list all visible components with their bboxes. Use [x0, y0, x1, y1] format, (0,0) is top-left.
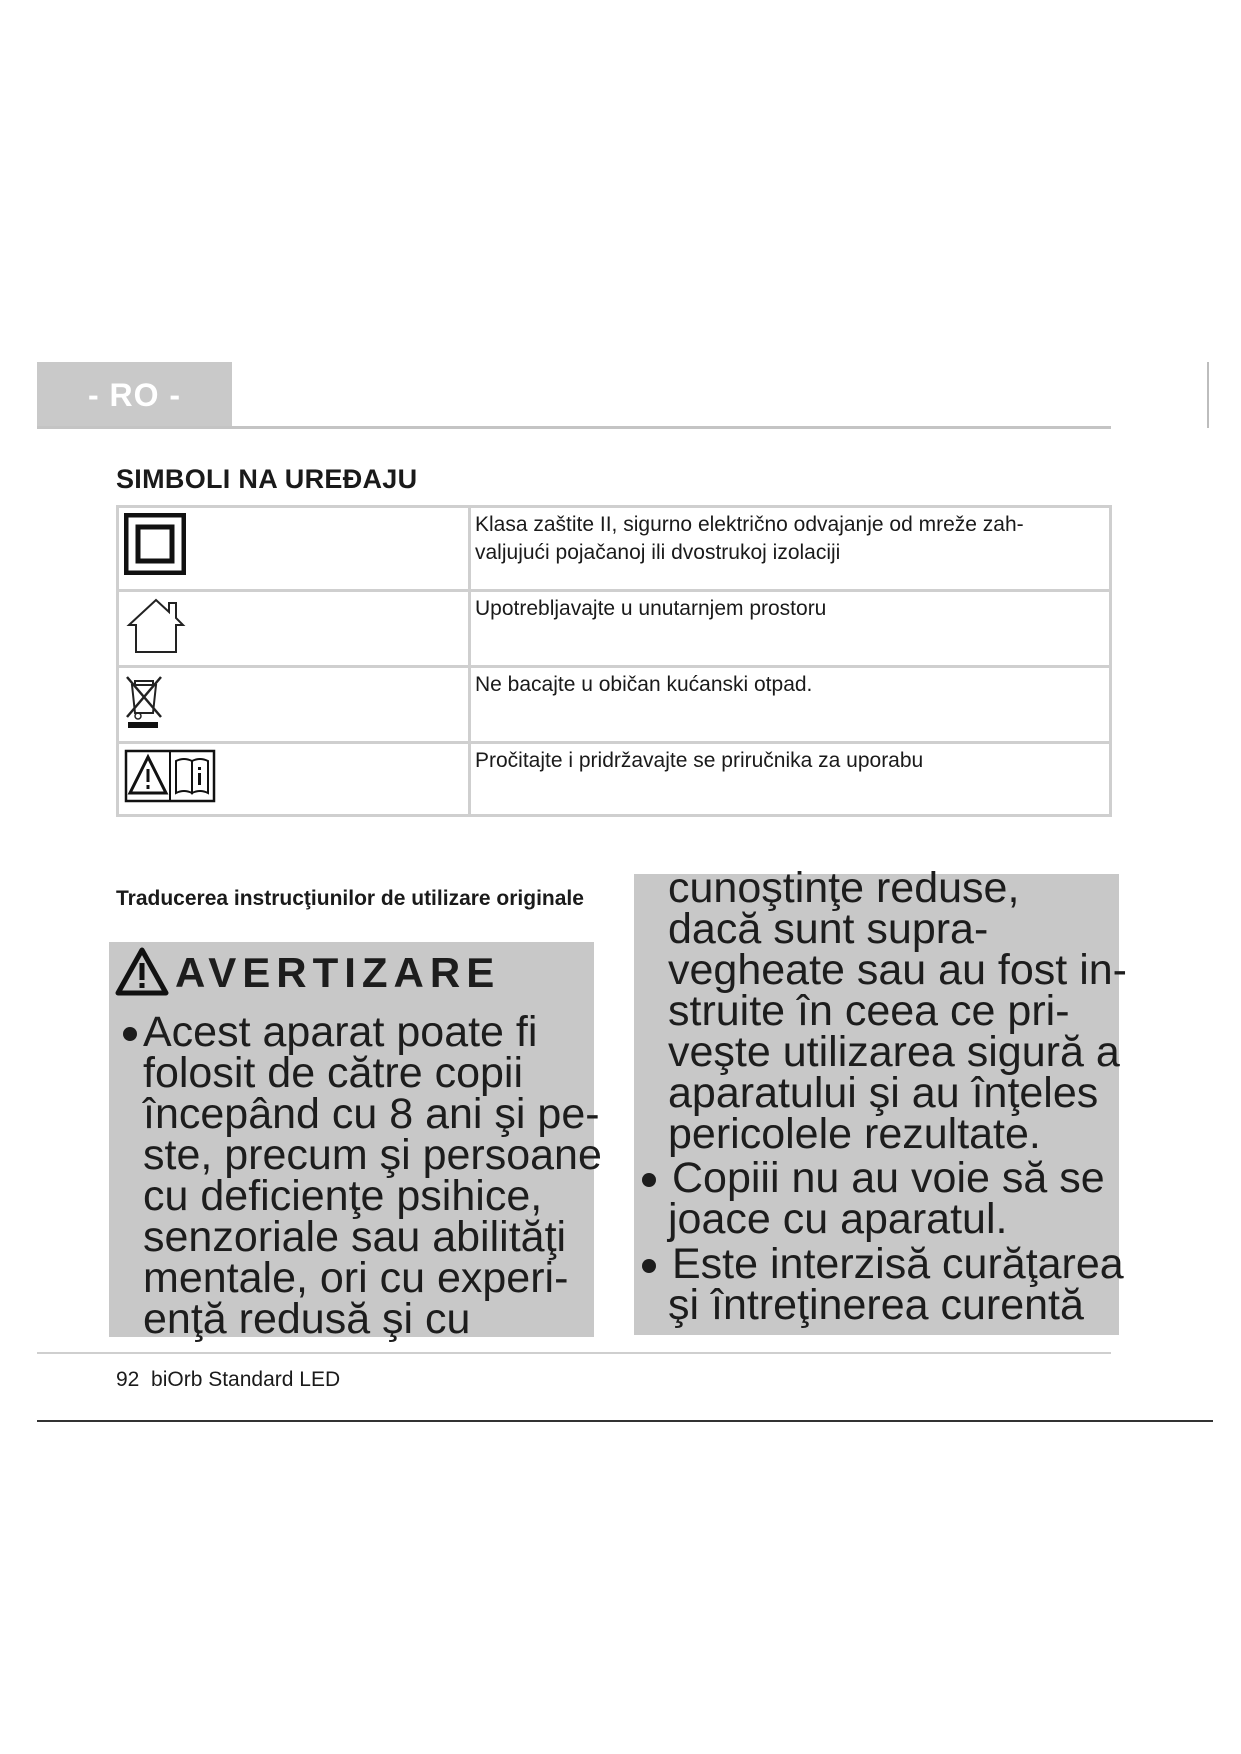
warning-line: dacă sunt supra- — [668, 905, 989, 953]
weee-bin-icon — [124, 673, 164, 731]
footer-rule — [37, 1420, 1213, 1422]
footer-top-rule — [37, 1352, 1111, 1354]
table-row — [118, 591, 1111, 667]
warning-triangle-icon — [115, 947, 169, 997]
warning-line: Este interzisă curăţarea — [672, 1240, 1124, 1288]
page-footer — [116, 1368, 340, 1392]
bullet-marker — [642, 1173, 656, 1187]
warning-panel-left — [109, 942, 602, 1343]
bullet-marker — [123, 1027, 137, 1041]
product-name: biOrb Standard LED — [151, 1368, 341, 1391]
warning-line: ste, precum şi persoane — [143, 1131, 602, 1179]
translation-note: Traducerea instrucţiunilor de utilizare originale — [116, 887, 584, 910]
warning-panel-right — [634, 864, 1127, 1335]
section-title: SIMBOLI NA UREĐAJU — [116, 464, 418, 494]
symbol-description: Klasa zaštite II, sigurno električno odvajanje od mreže zah- — [475, 513, 1024, 536]
class-ii-icon — [124, 513, 186, 575]
warning-line: veşte utilizarea sigură a — [668, 1028, 1120, 1076]
warning-line: enţă redusă şi cu — [143, 1295, 471, 1343]
warning-line: vegheate sau au fost in- — [668, 946, 1127, 994]
warning-line: cunoştinţe reduse, — [668, 864, 1020, 912]
symbol-description-cont: valjujući pojačanoj ili dvostrukoj izolaciji — [475, 541, 841, 564]
warning-line: aparatului şi au înţeles — [668, 1069, 1099, 1117]
table-row — [118, 507, 1111, 591]
warning-line: pericolele rezultate. — [668, 1110, 1041, 1158]
page-number: 92 — [116, 1368, 140, 1391]
symbol-description: Upotrebljavajte u unutarnjem prostoru — [475, 597, 827, 620]
symbol-description: Pročitajte i pridržavajte se priručnika za uporabu — [475, 749, 924, 772]
warning-line: începând cu 8 ani şi pe- — [143, 1090, 600, 1138]
warning-line: senzoriale sau abilităţi — [143, 1213, 567, 1261]
warning-line: joace cu aparatul. — [668, 1195, 1008, 1243]
warning-line: folosit de către copii — [143, 1049, 524, 1097]
symbol-description: Ne bacajte u običan kućanski otpad. — [475, 673, 813, 696]
symbols-table — [116, 505, 1112, 817]
header-rule — [37, 426, 1111, 429]
bullet-marker — [642, 1259, 656, 1273]
warning-title: AVERTIZARE — [175, 948, 501, 996]
warning-line: struite în ceea ce pri- — [668, 987, 1070, 1035]
warning-line: şi întreţinerea curentă — [668, 1281, 1084, 1329]
warning-line: Acest aparat poate fi — [143, 1008, 538, 1056]
language-tab: - RO - — [37, 362, 232, 428]
warning-heading — [115, 942, 500, 1002]
right-edge-mark — [1207, 362, 1209, 428]
warning-line: mentale, ori cu experi- — [143, 1254, 569, 1302]
table-row — [118, 743, 1111, 816]
read-manual-icon — [124, 749, 216, 803]
warning-line: cu deficienţe psihice, — [143, 1172, 543, 1220]
warning-line: Copiii nu au voie să se — [672, 1154, 1105, 1202]
house-icon — [124, 597, 188, 655]
table-row — [118, 667, 1111, 743]
